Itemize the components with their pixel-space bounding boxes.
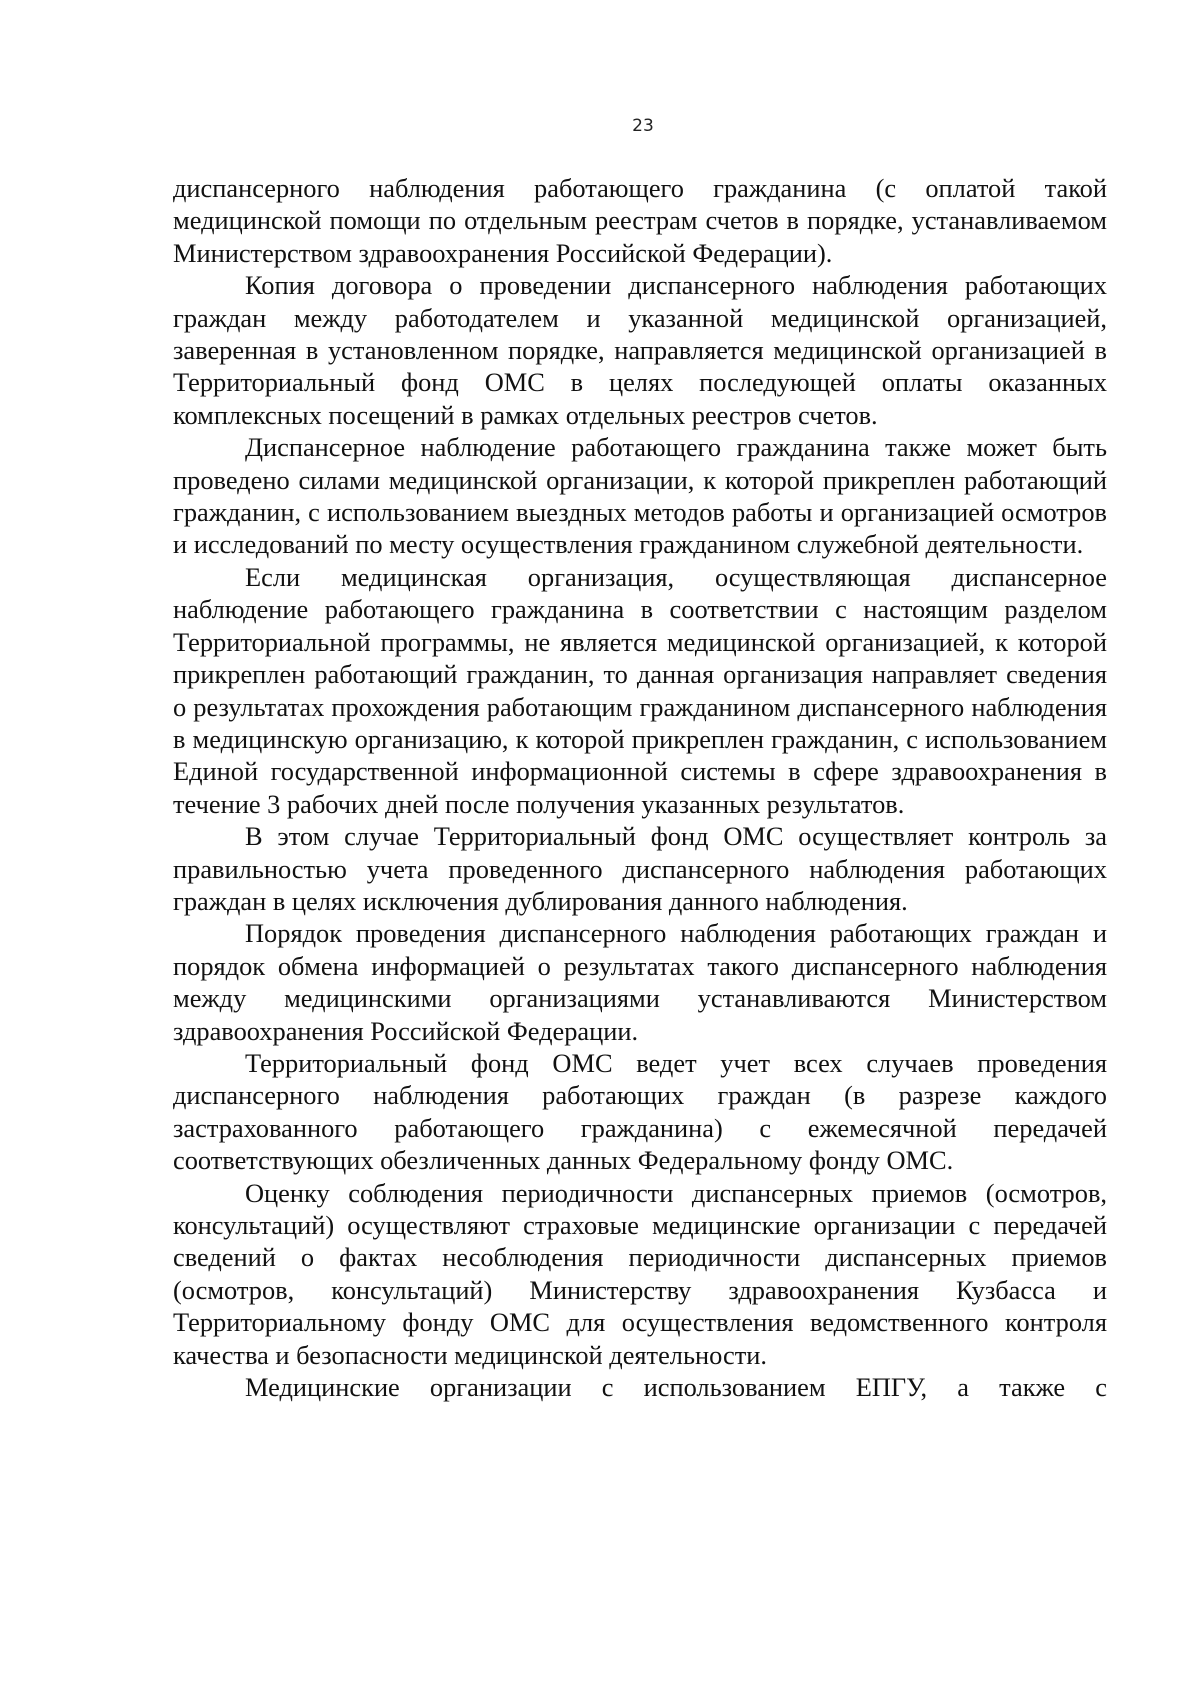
paragraph-fund-accounting: Территориальный фонд ОМС ведет учет всех случаев проведения диспансерного наблюдения работающих граждан (в разрезе каждого застрахованного работающего гражданина) с ежемесячной передачей соответствующих обезличенных данных Федеральному фонду ОМС. xyxy=(173,1047,1107,1176)
paragraph-procedure: Порядок проведения диспансерного наблюдения работающих граждан и порядок обмена информацией о результатах такого диспансерного наблюдения между медицинскими организациями устанавливаются Министерством здравоохранения Российской Федерации. xyxy=(173,918,1107,1046)
paragraph-continuation: диспансерного наблюдения работающего гражданина (с оплатой такой медицинской помощи по отдельным реестрам счетов в порядке, устанавливаемом Министерством здравоохранения Российской Федерации). xyxy=(173,173,1107,268)
paragraph-onsite-observation: Диспансерное наблюдение работающего гражданина также может быть проведено силами медицинской организации, к которой прикреплен работающий гражданин, с использованием выездных методов работы и организацией осмотров и исследований по месту осуществления гражданином служебной деятельности. xyxy=(173,432,1107,560)
paragraph-periodicity-assessment: Оценку соблюдения периодичности диспансерных приемов (осмотров, консультаций) осуществляют страховые медицинские организации с передачей сведений о фактах несоблюдения периодичности диспансерных приемов (осмотров, консультаций) Министерству здравоохранения Кузбасса и Территориальному фонду ОМС для осуществления ведомственного контроля качества и безопасности медицинской деятельности. xyxy=(173,1177,1107,1370)
paragraph-fund-control: В этом случае Территориальный фонд ОМС осуществляет контроль за правильностью учета проведенного диспансерного наблюдения работающих граждан в целях исключения дублирования данного наблюдения. xyxy=(173,821,1107,916)
paragraph-other-organization: Если медицинская организация, осуществляющая диспансерное наблюдение работающего гражданина в соответствии с настоящим разделом Территориальной программы, не является медицинской организацией, к которой прикреплен работающий гражданин, то данная организация направляет сведения о результатах прохождения работающим гражданином диспансерного наблюдения в медицинскую организацию, к которой прикреплен гражданин, с использованием Единой государственной информационной системы в сфере здравоохранения в течение 3 рабочих дней после получения указанных результатов. xyxy=(173,561,1107,819)
page-number: 23 xyxy=(632,116,654,136)
paragraph-epgu: Медицинские организации с использованием ЕПГУ, а также с xyxy=(245,1372,1107,1403)
paragraph-contract-copy: Копия договора о проведении диспансерного наблюдения работающих граждан между работодателем и указанной медицинской организацией, заверенная в установленном порядке, направляется медицинской организацией в Территориальный фонд ОМС в целях последующей оплаты оказанных комплексных посещений в рамках отдельных реестров счетов. xyxy=(173,270,1107,430)
document-body xyxy=(173,172,1107,1403)
